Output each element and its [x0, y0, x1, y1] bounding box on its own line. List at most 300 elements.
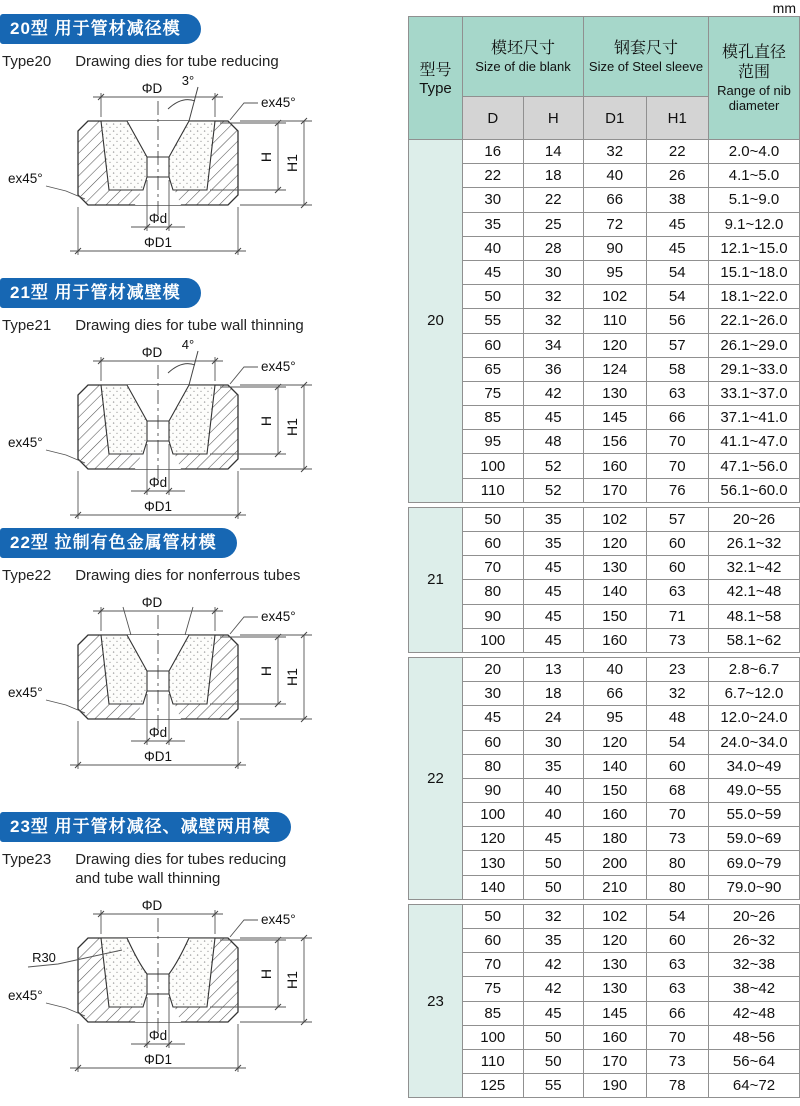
die-cross-section-diagram	[0, 337, 392, 525]
section-subtitle	[2, 850, 400, 888]
spec-cell: 120	[584, 730, 647, 754]
col-header-H: H	[523, 97, 584, 140]
section-type21	[0, 278, 400, 530]
spec-cell: 110	[463, 478, 524, 502]
spec-cell: 71	[646, 604, 709, 628]
spec-cell: 29.1~33.0	[709, 357, 800, 381]
spec-cell: 69.0~79	[709, 851, 800, 875]
spec-cell: 125	[463, 1074, 524, 1098]
spec-cell: 56	[646, 309, 709, 333]
spec-cell: 34	[523, 333, 584, 357]
spec-cell: 6.7~12.0	[709, 682, 800, 706]
spec-cell: 63	[646, 580, 709, 604]
spec-cell: 60	[463, 532, 524, 556]
spec-cell: 40	[584, 164, 647, 188]
spec-cell: 49.0~55	[709, 778, 800, 802]
spec-cell: 180	[584, 827, 647, 851]
svg-text:Φd: Φd	[148, 475, 168, 490]
dim-H1	[240, 632, 312, 722]
spec-cell: 45	[463, 260, 524, 284]
spec-row	[409, 904, 800, 928]
spec-row	[409, 507, 800, 531]
spec-cell: 32~38	[709, 953, 800, 977]
spec-cell: 60	[463, 929, 524, 953]
svg-text:H1: H1	[284, 668, 300, 686]
spec-row	[409, 706, 800, 730]
spec-row	[409, 357, 800, 381]
spec-cell: 9.1~12.0	[709, 212, 800, 236]
svg-text:H1: H1	[284, 971, 300, 989]
spec-cell: 30	[463, 188, 524, 212]
spec-cell: 102	[584, 507, 647, 531]
spec-cell: 20~26	[709, 507, 800, 531]
diagram-container	[0, 337, 400, 530]
spec-cell: 79.0~90	[709, 875, 800, 899]
spec-cell: 45	[523, 1001, 584, 1025]
spec-cell: 58	[646, 357, 709, 381]
spec-cell: 73	[646, 628, 709, 652]
spec-row	[409, 977, 800, 1001]
spec-cell: 48	[523, 430, 584, 454]
spec-row	[409, 478, 800, 502]
section-type20	[0, 14, 400, 266]
spec-row	[409, 803, 800, 827]
spec-cell: 50	[523, 1025, 584, 1049]
svg-text:H: H	[258, 151, 274, 163]
section-type23	[0, 812, 400, 1083]
spec-row	[409, 532, 800, 556]
ex45-top-right-label	[230, 609, 296, 634]
svg-text:ΦD1: ΦD1	[143, 749, 173, 764]
spec-cell: 32	[584, 140, 647, 164]
col-header-D: D	[463, 97, 524, 140]
ex45-top-right-label	[230, 359, 296, 384]
spec-row	[409, 851, 800, 875]
spec-cell: 37.1~41.0	[709, 406, 800, 430]
spec-cell: 45	[463, 706, 524, 730]
svg-text:Φd: Φd	[148, 211, 168, 226]
spec-cell: 40	[523, 778, 584, 802]
spec-cell: 42~48	[709, 1001, 800, 1025]
spec-cell: 35	[523, 532, 584, 556]
spec-cell: 170	[584, 1049, 647, 1073]
spec-cell: 50	[523, 875, 584, 899]
spec-cell: 145	[584, 406, 647, 430]
spec-row	[409, 285, 800, 309]
spec-cell: 85	[463, 406, 524, 430]
spec-cell: 130	[584, 977, 647, 1001]
col-header-H1: H1	[646, 97, 709, 140]
spec-cell: 15.1~18.0	[709, 260, 800, 284]
spec-cell: 145	[584, 1001, 647, 1025]
spec-cell: 120	[584, 532, 647, 556]
spec-row	[409, 1001, 800, 1025]
spec-cell: 40	[523, 803, 584, 827]
type-cell-22: 22	[409, 657, 463, 899]
spec-cell: 190	[584, 1074, 647, 1098]
spec-cell: 57	[646, 507, 709, 531]
spec-cell: 54	[646, 260, 709, 284]
spec-row	[409, 260, 800, 284]
spec-row	[409, 778, 800, 802]
spec-cell: 150	[584, 604, 647, 628]
spec-cell: 38~42	[709, 977, 800, 1001]
ex45-top-right-label	[230, 95, 296, 120]
spec-cell: 20~26	[709, 904, 800, 928]
spec-cell: 80	[646, 875, 709, 899]
spec-cell: 102	[584, 904, 647, 928]
svg-text:ΦD: ΦD	[141, 595, 163, 610]
spec-cell: 35	[523, 929, 584, 953]
spec-cell: 90	[584, 236, 647, 260]
type-cell-23: 23	[409, 904, 463, 1098]
spec-cell: 45	[523, 628, 584, 652]
spec-row	[409, 1025, 800, 1049]
spec-cell: 34.0~49	[709, 754, 800, 778]
spec-row	[409, 827, 800, 851]
spec-cell: 40	[584, 657, 647, 681]
spec-cell: 160	[584, 803, 647, 827]
svg-text:H: H	[258, 968, 274, 980]
spec-cell: 72	[584, 212, 647, 236]
spec-cell: 32	[523, 904, 584, 928]
spec-table-column	[408, 0, 800, 1098]
spec-cell: 42.1~48	[709, 580, 800, 604]
spec-cell: 45	[646, 212, 709, 236]
spec-table	[408, 16, 800, 1098]
spec-cell: 48.1~58	[709, 604, 800, 628]
spec-cell: 28	[523, 236, 584, 260]
spec-cell: 66	[584, 682, 647, 706]
spec-cell: 58.1~62	[709, 628, 800, 652]
spec-cell: 42	[523, 977, 584, 1001]
spec-cell: 210	[584, 875, 647, 899]
svg-text:ex45°: ex45°	[261, 95, 296, 110]
spec-cell: 75	[463, 381, 524, 405]
spec-cell: 57	[646, 333, 709, 357]
svg-text:H1: H1	[284, 418, 300, 436]
angle-label: 4°	[181, 337, 195, 352]
spec-cell: 80	[463, 580, 524, 604]
svg-text:ex45°: ex45°	[8, 988, 43, 1003]
svg-text:ex45°: ex45°	[261, 912, 296, 927]
spec-row	[409, 1074, 800, 1098]
spec-cell: 170	[584, 478, 647, 502]
ex45-left-label	[8, 685, 85, 713]
spec-cell: 70	[463, 953, 524, 977]
spec-cell: 14	[523, 140, 584, 164]
spec-cell: 95	[584, 260, 647, 284]
die-cross-section-diagram	[0, 890, 392, 1078]
ex45-left-label	[8, 988, 85, 1016]
spec-cell: 18	[523, 682, 584, 706]
spec-cell: 22	[523, 188, 584, 212]
spec-cell: 140	[584, 580, 647, 604]
spec-cell: 110	[584, 309, 647, 333]
dim-H1	[240, 118, 312, 208]
spec-cell: 45	[523, 827, 584, 851]
spec-row	[409, 556, 800, 580]
spec-cell: 55.0~59	[709, 803, 800, 827]
spec-cell: 22	[463, 164, 524, 188]
spec-cell: 26.1~32	[709, 532, 800, 556]
spec-row	[409, 381, 800, 405]
spec-cell: 124	[584, 357, 647, 381]
spec-cell: 63	[646, 977, 709, 1001]
spec-cell: 20	[463, 657, 524, 681]
spec-cell: 50	[463, 904, 524, 928]
spec-cell: 35	[463, 212, 524, 236]
spec-cell: 120	[584, 929, 647, 953]
spec-cell: 48	[646, 706, 709, 730]
spec-cell: 140	[463, 875, 524, 899]
spec-cell: 85	[463, 1001, 524, 1025]
spec-cell: 40	[463, 236, 524, 260]
spec-cell: 50	[463, 507, 524, 531]
spec-section-23	[409, 904, 800, 1098]
spec-cell: 55	[463, 309, 524, 333]
spec-row	[409, 454, 800, 478]
spec-cell: 120	[463, 827, 524, 851]
spec-cell: 26.1~29.0	[709, 333, 800, 357]
spec-cell: 50	[523, 1049, 584, 1073]
spec-cell: 130	[584, 381, 647, 405]
spec-cell: 68	[646, 778, 709, 802]
spec-cell: 95	[463, 430, 524, 454]
svg-text:ΦD: ΦD	[141, 345, 163, 360]
spec-cell: 130	[584, 953, 647, 977]
type-description: Drawing dies for tubes reducing and tube wall thinning	[75, 851, 287, 887]
spec-cell: 150	[584, 778, 647, 802]
spec-cell: 60	[646, 754, 709, 778]
spec-cell: 100	[463, 628, 524, 652]
spec-cell: 95	[584, 706, 647, 730]
dim-H1	[240, 935, 312, 1025]
spec-cell: 35	[523, 754, 584, 778]
spec-cell: 56.1~60.0	[709, 478, 800, 502]
svg-text:H1: H1	[284, 154, 300, 172]
spec-cell: 2.8~6.7	[709, 657, 800, 681]
die-cross-section-diagram	[0, 587, 392, 775]
spec-cell: 70	[646, 454, 709, 478]
spec-row	[409, 406, 800, 430]
spec-cell: 30	[463, 682, 524, 706]
spec-cell: 102	[584, 285, 647, 309]
diagram-container	[0, 73, 400, 266]
spec-cell: 33.1~37.0	[709, 381, 800, 405]
col-header-type: 型号 Type	[409, 17, 463, 140]
spec-cell: 76	[646, 478, 709, 502]
spec-cell: 100	[463, 803, 524, 827]
col-header-die-blank: 模坯尺寸 Size of die blank	[463, 17, 584, 97]
spec-cell: 36	[523, 357, 584, 381]
spec-row	[409, 164, 800, 188]
spec-cell: 55	[523, 1074, 584, 1098]
spec-cell: 16	[463, 140, 524, 164]
spec-cell: 54	[646, 285, 709, 309]
type-description: Drawing dies for nonferrous tubes	[75, 567, 301, 584]
spec-table-header	[409, 17, 800, 140]
spec-cell: 24	[523, 706, 584, 730]
spec-cell: 22.1~26.0	[709, 309, 800, 333]
spec-row	[409, 682, 800, 706]
svg-text:Φd: Φd	[148, 725, 168, 740]
spec-row	[409, 953, 800, 977]
spec-cell: 90	[463, 778, 524, 802]
spec-cell: 50	[523, 851, 584, 875]
spec-cell: 156	[584, 430, 647, 454]
r30-label: R30	[32, 950, 56, 965]
spec-cell: 78	[646, 1074, 709, 1098]
spec-cell: 110	[463, 1049, 524, 1073]
section-subtitle	[2, 316, 400, 335]
spec-cell: 64~72	[709, 1074, 800, 1098]
spec-cell: 26	[646, 164, 709, 188]
spec-row	[409, 188, 800, 212]
svg-text:Φd: Φd	[148, 1028, 168, 1043]
spec-row	[409, 604, 800, 628]
spec-cell: 35	[523, 507, 584, 531]
svg-text:ex45°: ex45°	[8, 171, 43, 186]
type-label: Type22	[2, 567, 52, 584]
type-label: Type20	[2, 53, 52, 70]
spec-row	[409, 628, 800, 652]
spec-cell: 75	[463, 977, 524, 1001]
spec-row	[409, 236, 800, 260]
spec-cell: 66	[646, 406, 709, 430]
spec-cell: 32	[646, 682, 709, 706]
spec-cell: 47.1~56.0	[709, 454, 800, 478]
spec-cell: 22	[646, 140, 709, 164]
svg-text:ex45°: ex45°	[8, 685, 43, 700]
spec-row	[409, 212, 800, 236]
spec-cell: 80	[463, 754, 524, 778]
spec-cell: 32	[523, 285, 584, 309]
spec-row	[409, 1049, 800, 1073]
unit-label: mm	[772, 0, 796, 16]
spec-cell: 70	[463, 556, 524, 580]
type-badge: 20型 用于管材减径模	[0, 14, 201, 44]
spec-cell: 45	[523, 580, 584, 604]
spec-cell: 90	[463, 604, 524, 628]
spec-section-21	[409, 507, 800, 652]
spec-cell: 100	[463, 454, 524, 478]
svg-text:H: H	[258, 415, 274, 427]
spec-cell: 65	[463, 357, 524, 381]
spec-cell: 52	[523, 478, 584, 502]
spec-cell: 63	[646, 953, 709, 977]
spec-cell: 100	[463, 1025, 524, 1049]
type-badge: 23型 用于管材减径、减壁两用模	[0, 812, 291, 842]
spec-cell: 32.1~42	[709, 556, 800, 580]
spec-cell: 12.1~15.0	[709, 236, 800, 260]
spec-cell: 120	[584, 333, 647, 357]
spec-cell: 56~64	[709, 1049, 800, 1073]
spec-cell: 63	[646, 381, 709, 405]
spec-cell: 73	[646, 1049, 709, 1073]
spec-row	[409, 580, 800, 604]
spec-row	[409, 309, 800, 333]
svg-text:ex45°: ex45°	[261, 359, 296, 374]
spec-cell: 60	[646, 929, 709, 953]
dim-H1	[240, 382, 312, 472]
spec-row	[409, 730, 800, 754]
type-badge: 22型 拉制有色金属管材模	[0, 528, 237, 558]
spec-cell: 18	[523, 164, 584, 188]
die-cross-section-diagram	[0, 73, 392, 261]
spec-cell: 42	[523, 953, 584, 977]
col-header-D1: D1	[584, 97, 647, 140]
ex45-left-label	[8, 435, 85, 463]
ex45-left-label	[8, 171, 85, 199]
spec-cell: 4.1~5.0	[709, 164, 800, 188]
spec-cell: 13	[523, 657, 584, 681]
spec-cell: 60	[646, 532, 709, 556]
spec-cell: 200	[584, 851, 647, 875]
svg-text:ΦD1: ΦD1	[143, 235, 173, 250]
spec-cell: 25	[523, 212, 584, 236]
spec-cell: 60	[463, 730, 524, 754]
spec-cell: 2.0~4.0	[709, 140, 800, 164]
svg-text:H: H	[258, 665, 274, 677]
spec-cell: 30	[523, 260, 584, 284]
spec-cell: 12.0~24.0	[709, 706, 800, 730]
col-header-steel-sleeve: 钢套尺寸 Size of Steel sleeve	[584, 17, 709, 97]
spec-cell: 32	[523, 309, 584, 333]
spec-row	[409, 929, 800, 953]
spec-cell: 70	[646, 1025, 709, 1049]
spec-row	[409, 657, 800, 681]
type-badge: 21型 用于管材减壁模	[0, 278, 201, 308]
spec-cell: 42	[523, 381, 584, 405]
spec-section-20	[409, 140, 800, 503]
section-type22	[0, 528, 400, 780]
svg-text:ΦD: ΦD	[141, 81, 163, 96]
spec-row	[409, 754, 800, 778]
spec-cell: 54	[646, 730, 709, 754]
spec-cell: 38	[646, 188, 709, 212]
spec-cell: 45	[523, 556, 584, 580]
spec-cell: 24.0~34.0	[709, 730, 800, 754]
spec-cell: 41.1~47.0	[709, 430, 800, 454]
spec-cell: 160	[584, 628, 647, 652]
spec-cell: 52	[523, 454, 584, 478]
svg-text:ΦD1: ΦD1	[143, 499, 173, 514]
spec-cell: 18.1~22.0	[709, 285, 800, 309]
spec-cell: 70	[646, 803, 709, 827]
spec-cell: 45	[523, 604, 584, 628]
svg-text:ex45°: ex45°	[8, 435, 43, 450]
type-description: Drawing dies for tube wall thinning	[75, 317, 304, 334]
diagram-container	[0, 587, 400, 780]
col-header-nib-range: 模孔直径 范围 Range of nib diameter	[709, 17, 800, 140]
type-cell-20: 20	[409, 140, 463, 503]
type-label: Type23	[2, 851, 52, 868]
spec-cell: 73	[646, 827, 709, 851]
spec-cell: 130	[463, 851, 524, 875]
section-subtitle	[2, 52, 400, 71]
spec-cell: 80	[646, 851, 709, 875]
spec-cell: 140	[584, 754, 647, 778]
svg-text:ΦD: ΦD	[141, 898, 163, 913]
diagram-container	[0, 890, 400, 1083]
ex45-top-right-label	[230, 912, 296, 937]
spec-cell: 26~32	[709, 929, 800, 953]
spec-row	[409, 333, 800, 357]
spec-cell: 5.1~9.0	[709, 188, 800, 212]
svg-text:ex45°: ex45°	[261, 609, 296, 624]
spec-cell: 160	[584, 1025, 647, 1049]
